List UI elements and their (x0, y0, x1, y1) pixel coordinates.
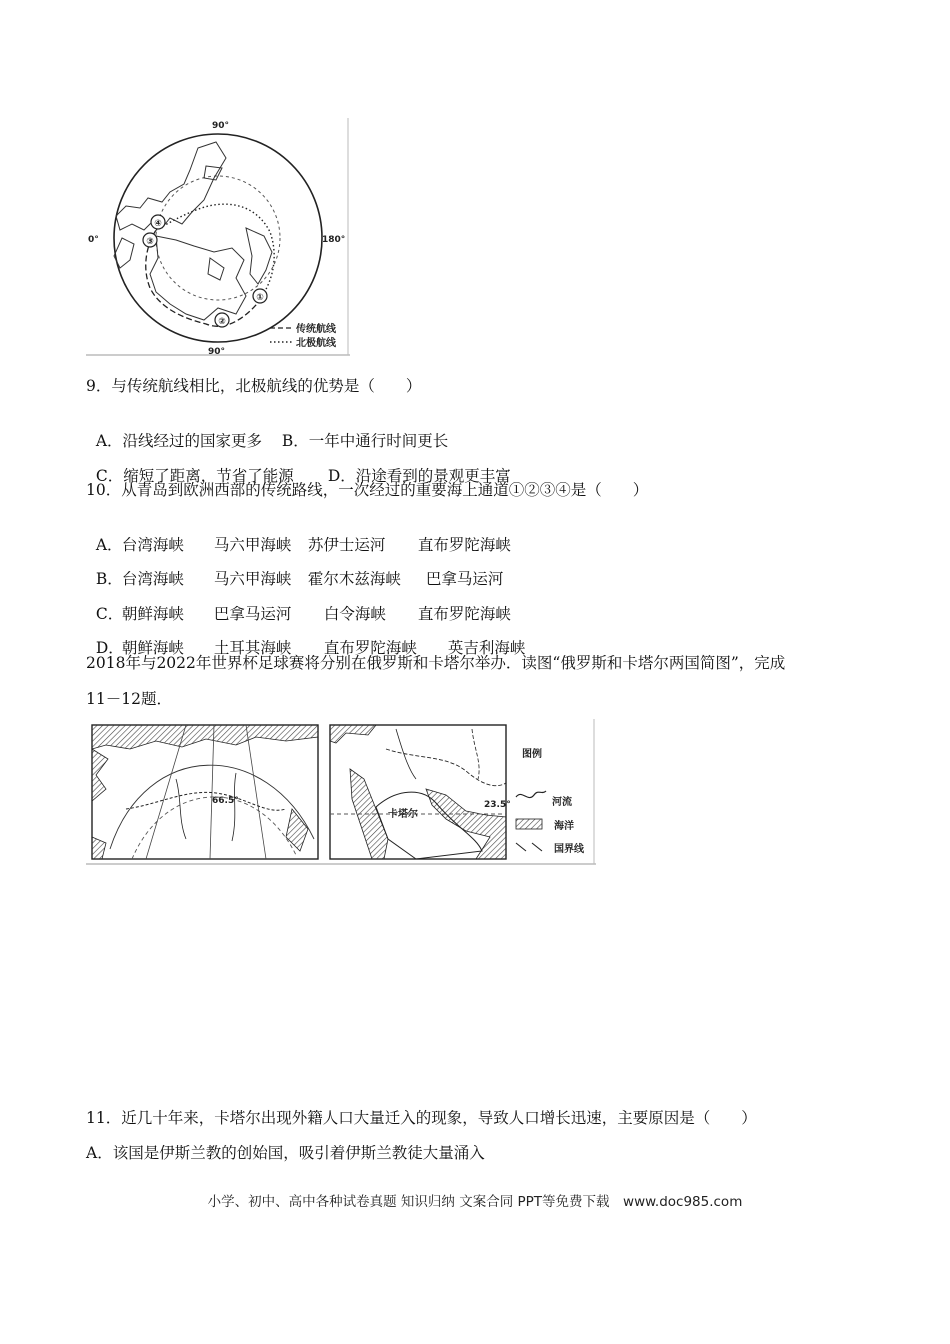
q10-option-a-letter: A． (95, 536, 123, 554)
label-right-180: 180° (322, 235, 346, 245)
label-top-90: 90° (212, 121, 230, 131)
q10-option-c-item: 白令海峡 (323, 605, 386, 623)
q9-option-b: B．一年中通行时间更长 (281, 432, 449, 450)
arctic-route-map (86, 118, 352, 358)
legend-traditional-route: 传统航线 (296, 324, 336, 335)
label-bottom-90: 90° (208, 347, 226, 357)
legend-arctic-route: 北极航线 (296, 338, 336, 349)
page-footer: 小学、初中、高中各种试卷真题 知识归纳 文案合同 PPT等免费下载 www.doc985.com (207, 1194, 743, 1210)
q10-option-b (86, 549, 503, 589)
legend-title: 图例 (522, 749, 542, 760)
legend-border: 国界线 (554, 844, 584, 855)
russia-qatar-map-svg (86, 719, 598, 867)
russia-qatar-map (86, 719, 598, 867)
q11-stem: 11．近几十年来，卡塔尔出现外籍人口大量迁入的现象，导致人口增长迅速，主要原因是（ ） (86, 1109, 757, 1127)
q9-stem: 9．与传统航线相比，北极航线的优势是（ ） (86, 377, 422, 395)
q9-option-c: C．缩短了距离，节省了能源 (95, 467, 294, 485)
marker-3: ③ (146, 237, 154, 247)
q10-option-b-item: 马六甲海峡 (213, 570, 292, 588)
legend-river: 河流 (552, 797, 572, 808)
q10-option-a-item: 台湾海峡 (121, 536, 184, 554)
q10-option-d-item: 朝鲜海峡 (121, 639, 184, 657)
q10-option-b-letter: B． (95, 570, 123, 588)
q10-option-c-item: 直布罗陀海峡 (417, 605, 511, 623)
q10-option-d-item: 直布罗陀海峡 (323, 639, 417, 657)
q10-option-b-item: 巴拿马运河 (425, 570, 504, 588)
q10-option-b-item: 台湾海峡 (121, 570, 184, 588)
q9-option-a: A．沿线经过的国家更多 (95, 432, 263, 450)
arctic-route-map-svg (86, 118, 352, 358)
legend-ocean: 海洋 (554, 821, 574, 832)
q10-option-d-letter: D． (95, 639, 124, 657)
label-left-0: 0° (88, 235, 99, 245)
q9-option-d: D．沿途看到的景观更丰富 (327, 467, 511, 485)
russia-latitude-label: 66.5° (212, 796, 239, 806)
q10-option-d-item: 英吉利海峡 (447, 639, 526, 657)
q11-option-a: A．该国是伊斯兰教的创始国，吸引着伊斯兰教徒大量涌入 (86, 1144, 485, 1162)
qatar-latitude-label: 23.5° (484, 800, 511, 810)
q10-option-a-item: 苏伊士运河 (307, 536, 386, 554)
q10-option-b-item: 霍尔木兹海峡 (307, 570, 401, 588)
q10-option-c-letter: C． (95, 605, 124, 623)
q10-option-c-item: 朝鲜海峡 (121, 605, 184, 623)
q10-option-d-item: 土耳其海峡 (213, 639, 292, 657)
q10-option-a-item: 马六甲海峡 (213, 536, 292, 554)
q10-option-a-item: 直布罗陀海峡 (417, 536, 511, 554)
intro-line-1: 2018年与2022年世界杯足球赛将分别在俄罗斯和卡塔尔举办．读图“俄罗斯和卡塔尔两国简图”，完成 (86, 654, 786, 672)
marker-1: ① (256, 293, 264, 303)
intro-line-2: 11－12题． (86, 690, 172, 708)
q10-option-d (86, 618, 525, 658)
q9-options-row1 (86, 411, 448, 451)
marker-4: ④ (154, 219, 162, 229)
q10-option-c-item: 巴拿马运河 (213, 605, 292, 623)
q10-stem: 10．从青岛到欧洲西部的传统路线，一次经过的重要海上通道①②③④是（ ） (86, 481, 649, 499)
qatar-label: 卡塔尔 (388, 809, 418, 820)
marker-2: ② (218, 317, 226, 327)
